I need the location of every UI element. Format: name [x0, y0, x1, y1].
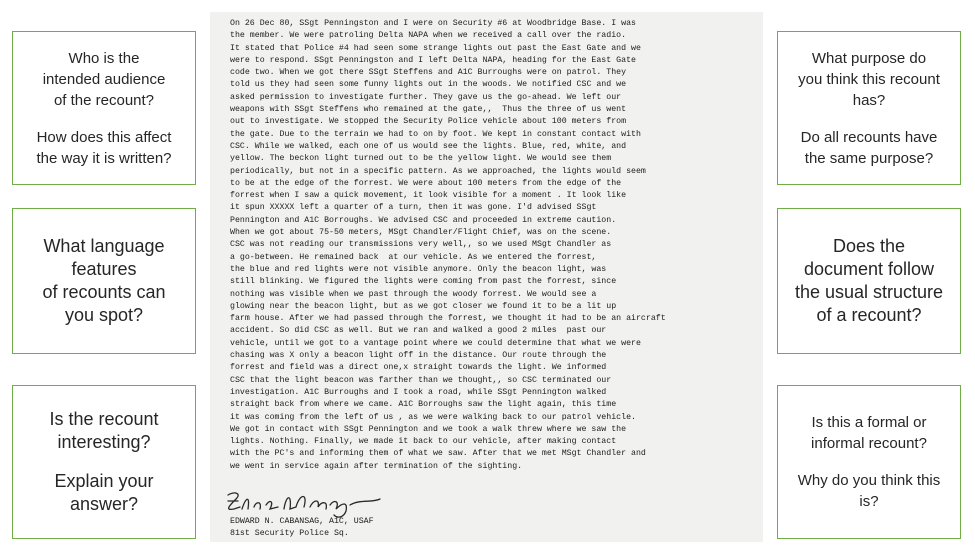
question-audience: Who is the intended audience of the recount? — [42, 49, 166, 109]
question-same-purpose: Do all recounts have the same purpose? — [800, 128, 938, 167]
scanned-document — [210, 12, 763, 542]
question-audience-effect: How does this affect the way it is written? — [36, 128, 172, 167]
document-body: On 26 Dec 80, SSgt Penningston and I were on Security #6 at Woodbridge Base. I was the member. We were patroling Delta NAPA when we received a call over the radio. It stated that Police #4 had seen some strange lights out past the East Gate and we were to respond. SSgt Penningston and I left Delta NAPA, heading for the East Gate code two. When we got there SSgt Steffens and A1C Burroughs were on patrol. They told us they had seen some funny lights out in the woods. We notified CSC and we asked permission to investigate further. They gave us the go-ahead. We left our weapons with SSgt Steffens who remained at the gate,, Thus the three of us went out to investigate. We stopped the Security Police vehicle about 100 meters from the gate. Due to the terrain we had to on by foot. We kept in constant contact with CSC. While we walked, each one of us would see the lights. Blue, red, white, and yellow. The beckon light turned out to be the yellow light. We would see them periodically, but not in a specific pattern. As we approached, the lights would seem to be at the edge of the forrest. We were about 100 meters from the edge of the forrest when I saw a quick movement, it look visible for a moment . It look like it spun XXXXX left a quarter of a turn, then it was gone. I'd advised SSgt Pennington and A1C Borroughs. We advised CSC and proceeded in extreme caution. When we got about 75-50 meters, MSgt Chandler/Flight Chief, was on the scene. CSC was not reading our transmissions very well,, so we used MSgt Chandler as a go-between. He remained back at our vehicle. As we entered the forrest, the blue and red lights were not visible anymore. Only the beacon light, was still blinking. We figured the lights were coming from past the forrest, since nothing was visible when we past through the woody forrest. We would see a glowing near the beacon light, but as we got closer we found it to be a lit up farm house. After we had passed through the forrest, we thought it had to be an aircraft accident. So did CSC as well. But we ran and walked a good 2 miles past our vehicle, until we got to a vantage point where we could determine that what we were chasing was X only a beacon light off in the distance. Our route through the forrest and field was a direct one,x straight towards the light. We informed CSC that the light beacon was farther than we thought,, so CSC terminated our investigation. A1C Burroughs and I took a road, while SSgt Pennington walked straight back from where we came. A1C Borroughs saw the light again, this time it was coming from the left of us , as we were walking back to our patrol vehicle. We got in contact with SSgt Pennington and we took a walk threw where we saw the lights. Nothing. Finally, we made it back to our vehicle, after making contact with the PC's and informing them of what we saw. After that we met MSgt Chandler and we went in service again after termination of the sighting. — [230, 19, 666, 471]
question-box-structure — [777, 208, 961, 354]
signature-unit: 81st Security Police Sq. — [230, 529, 349, 538]
question-explain: Explain your answer? — [54, 471, 154, 514]
question-box-purpose — [777, 31, 961, 185]
question-box-language-features — [12, 208, 196, 354]
question-box-formality — [777, 385, 961, 539]
question-purpose: What purpose do you think this recount has? — [798, 49, 940, 109]
question-formality: Is this a formal or informal recount? — [811, 414, 927, 452]
question-language-features: What language features of recounts can you spot? — [42, 236, 166, 325]
question-box-interesting — [12, 385, 196, 539]
question-interesting: Is the recount interesting? — [49, 409, 159, 452]
question-structure: Does the document follow the usual structure of a recount? — [794, 236, 944, 325]
question-why: Why do you think this is? — [797, 472, 941, 510]
question-box-audience — [12, 31, 196, 185]
signature-name: EDWARD N. CABANSAG, A1C, USAF — [230, 517, 374, 526]
